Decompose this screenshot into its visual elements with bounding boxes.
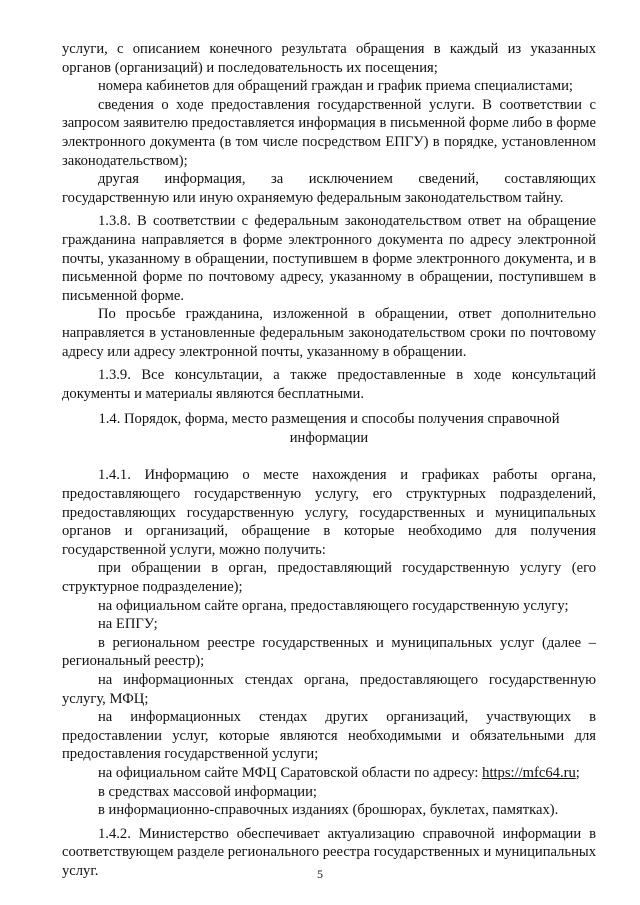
- mfc-site-link[interactable]: https://mfc64.ru: [482, 764, 576, 781]
- page-number: 5: [317, 867, 323, 881]
- paragraph-1-4-1: 1.4.1. Информацию о месте нахождения и графиках работы органа, предоставляющего государственную услугу, его структурных подразделений, предоставляющих государственную услугу, государственных и муниципальных органов и организаций, обращение в которые необходимо для получения государственной услуги, можно получить:: [62, 467, 596, 558]
- paragraph-other-info: другая информация, за исключением сведений, составляющих государственную или иную охраняемую федеральным законодательством тайну.: [62, 171, 596, 206]
- list-item-regional-registry: в региональном реестре государственных и муниципальных услуг (далее – региональный реестр);: [62, 634, 596, 670]
- document-page: [62, 40, 596, 881]
- list-item-epgu: на ЕПГУ;: [98, 616, 158, 633]
- list-item-appeal-to-body: при обращении в орган, предоставляющий государственную услугу (его структурное подразделение);: [62, 560, 596, 596]
- list-item-mfc-site: [62, 764, 596, 783]
- list-item-reference-editions: в информационно-справочных изданиях (брошюрах, буклетах, памятках).: [98, 802, 559, 819]
- list-item-other-stands: на информационных стендах других организаций, участвующих в предоставлении услуг, которые являются необходимыми и обязательными для предоставления государственной услуги;: [62, 709, 596, 763]
- paragraph-services-continuation: услуги, с описанием конечного результата обращения в каждый из указанных органов (организаций) и последовательность их посещения;: [62, 41, 596, 76]
- paragraph-1-3-8: 1.3.8. В соответствии с федеральным законодательством ответ на обращение гражданина направляется в форме электронного документа по адресу электронной почты, указанному в обращении, поступившем в форме электронного документа, и в письменной форме по почтовому адресу, указанному в обращении, поступившем в письменной форме.: [62, 213, 596, 304]
- mfc-site-tail: ;: [575, 764, 580, 781]
- list-item-official-site: на официальном сайте органа, предоставляющего государственную услугу;: [98, 597, 569, 614]
- paragraph-progress-info: сведения о ходе предоставления государственной услуги. В соответствии с запросом заявителю предоставляется информация в письменной форме либо в форме электронного документа (в том числе посредством ЕПГУ) в порядке, установленном законодательством);: [62, 96, 596, 169]
- list-item-info-stands: на информационных стендах органа, предоставляющего государственную услугу, МФЦ;: [62, 672, 596, 707]
- list-item-mass-media: в средствах массовой информации;: [98, 783, 317, 800]
- paragraph-1-4-2: 1.4.2. Министерство обеспечивает актуализацию справочной информации в соответствующем разделе регионального реестра государственных и муниципальных услуг.: [62, 825, 596, 879]
- paragraph-1-3-9: 1.3.9. Все консультации, а также предоставленные в ходе консультаций документы и материалы являются бесплатными.: [62, 367, 596, 402]
- paragraph-cabinet-numbers: номера кабинетов для обращений граждан и график приема специалистами;: [98, 78, 573, 95]
- section-heading-1-4: 1.4. Порядок, форма, место размещения и способы получения справочной информации: [98, 411, 560, 446]
- paragraph-citizen-request: По просьбе гражданина, изложенной в обращении, ответ дополнительно направляется в установленные федеральным законодательством сроки по почтовому адресу или адресу электронной почты, указанному в обращении.: [62, 306, 596, 360]
- mfc-site-text: на официальном сайте МФЦ Саратовской области по адресу:: [98, 764, 479, 781]
